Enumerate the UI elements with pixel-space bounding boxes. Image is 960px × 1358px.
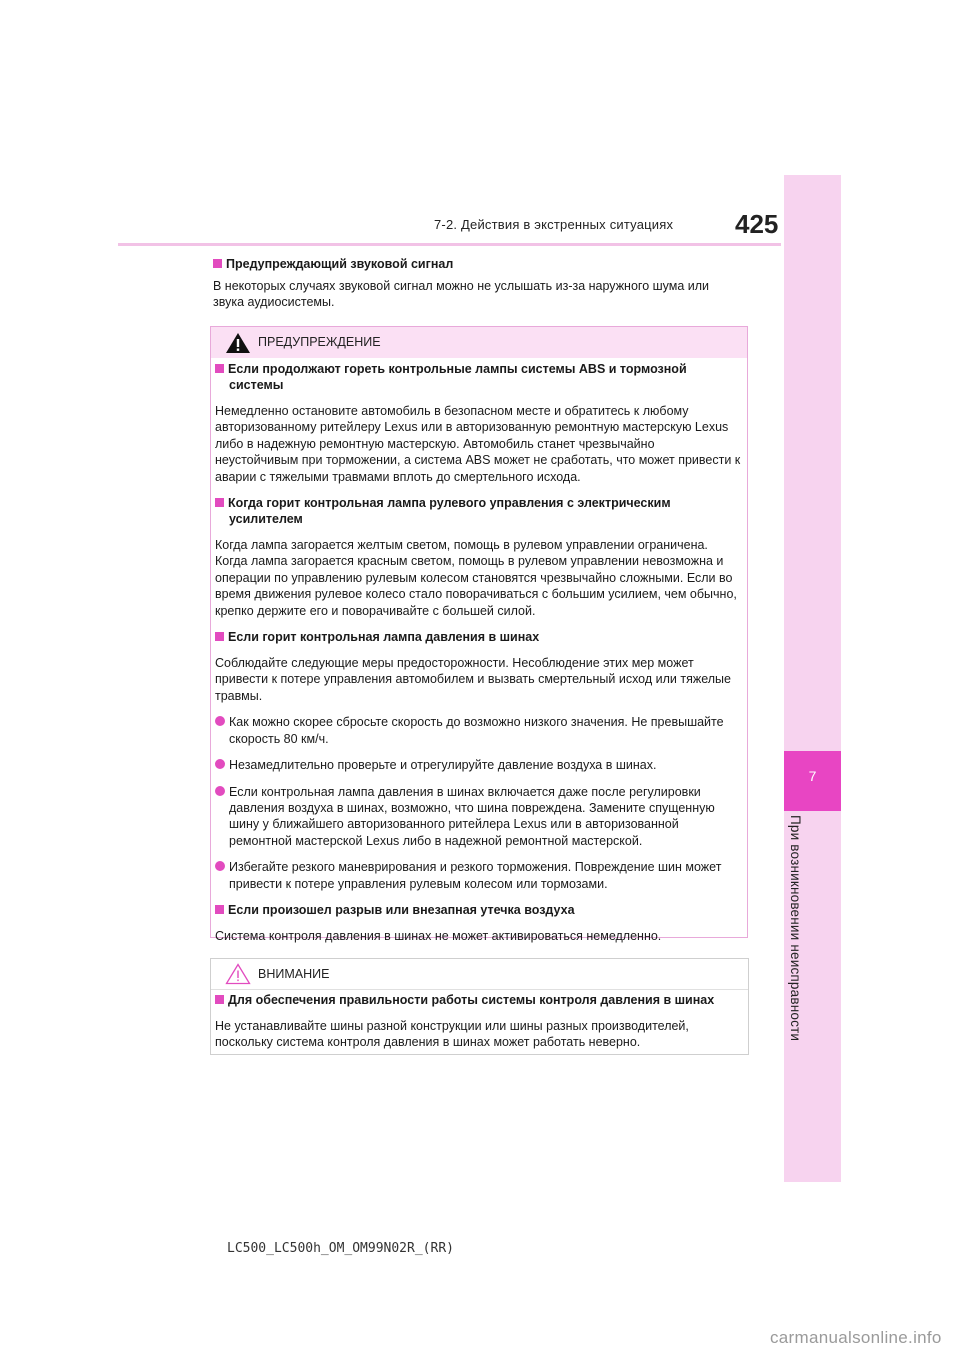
caution-text: Не устанавливайте шины разной конструкции или шины разных производителей, поскольку система контроля давления в шинах может работать неверно. xyxy=(215,1019,689,1050)
square-bullet-icon xyxy=(215,905,224,914)
square-bullet-icon xyxy=(215,632,224,641)
warning-content xyxy=(215,361,741,954)
circle-bullet-icon xyxy=(215,759,225,769)
square-bullet-icon xyxy=(215,364,224,373)
square-bullet-icon xyxy=(215,995,224,1004)
warning-paragraph: Немедленно остановите автомобиль в безопасном месте и обратитесь к любому авторизованному ритейлеру Lexus или в авторизованную ремонтную мастерскую Lexus либо в надежную ремонтную мастерскую. Автомобиль станет чрезвычайно неустойчивым при торможении, а система ABS может не сработать, что может привести к аварии с тяжелыми травмами вплоть до смертельного исхода. xyxy=(215,404,741,484)
warning-header xyxy=(211,327,747,358)
section-title: 7-2. Действия в экстренных ситуациях xyxy=(434,217,674,232)
warning-bullet-text: Если контрольная лампа давления в шинах включается даже после регулировки давления воздуха в шинах, возможно, что шина повреждена. Замените спущенную шину у ближайшего авторизованного ритейлера Lexus или в авторизованной ремонтной мастерской Lexus либо в надежной ремонтной мастерской. xyxy=(229,784,715,848)
warning-subheading-text: Если горит контрольная лампа давления в шинах xyxy=(228,630,540,645)
warning-subheading xyxy=(215,495,741,527)
caution-heading xyxy=(215,992,741,1008)
page-number: 425 xyxy=(735,209,779,239)
warning-bullet-item xyxy=(215,859,741,892)
warning-subheading xyxy=(215,629,741,645)
square-bullet-icon xyxy=(213,259,222,268)
intro-text: В некоторых случаях звуковой сигнал можно не услышать из-за наружного шума или звука аудиосистемы. xyxy=(213,279,710,310)
chapter-title: При возникновении неисправности xyxy=(788,815,803,1042)
square-bullet-icon xyxy=(215,498,224,507)
chapter-number: 7 xyxy=(808,768,817,784)
warning-paragraph: Когда лампа загорается желтым светом, помощь в рулевом управлении ограничена. Когда лампа загорается красным светом, помощь в рулевом управлении невозможна и операции по управлению рулевым колесом становятся чрезвычайно сложными. Если во время движения рулевое колесо стало поворачиваться с большим усилием, чем обычно, крепко держите его и поворачивайте с большей силой. xyxy=(215,538,737,618)
caution-title: ВНИМАНИЕ xyxy=(258,967,330,981)
warning-bullet-text: Незамедлительно проверьте и отрегулируйте давление воздуха в шинах. xyxy=(229,758,657,773)
intro-heading xyxy=(213,256,453,272)
warning-paragraph: Соблюдайте следующие меры предосторожности. Несоблюдение этих мер может привести к потере управления автомобилем и вызвать смертельный исход или тяжелые травмы. xyxy=(215,656,731,703)
warning-title: ПРЕДУПРЕЖДЕНИЕ xyxy=(258,335,381,349)
warning-bullet-item xyxy=(215,757,741,773)
circle-bullet-icon xyxy=(215,786,225,796)
watermark: carmanualsonline.info xyxy=(770,1328,942,1347)
warning-subheading xyxy=(215,361,741,393)
warning-subheading-text: Когда горит контрольная лампа рулевого управления с электрическим усилителем xyxy=(228,496,671,527)
warning-bullet-text: Избегайте резкого маневрирования и резкого торможения. Повреждение шин может привести к потере управления рулевым колесом или тормозами. xyxy=(229,860,722,891)
caution-triangle-icon xyxy=(225,963,251,985)
warning-bullet-item xyxy=(215,784,741,850)
circle-bullet-icon xyxy=(215,861,225,871)
warning-subheading-text: Если продолжают гореть контрольные лампы системы ABS и тормозной системы xyxy=(228,362,687,392)
caution-header xyxy=(211,959,748,990)
warning-subheading-text: Если произошел разрыв или внезапная утечка воздуха xyxy=(228,902,575,917)
warning-bullet-item xyxy=(215,714,741,747)
caution-heading-text: Для обеспечения правильности работы системы контроля давления в шинах xyxy=(228,993,715,1007)
header-divider xyxy=(118,243,781,246)
circle-bullet-icon xyxy=(215,716,225,726)
warning-paragraph: Система контроля давления в шинах не может активироваться немедленно. xyxy=(215,928,662,943)
document-code: LC500_LC500h_OM_OM99N02R_(RR) xyxy=(227,1241,454,1256)
warning-triangle-icon xyxy=(225,332,251,354)
warning-subheading xyxy=(215,902,741,918)
warning-bullet-text: Как можно скорее сбросьте скорость до возможно низкого значения. Не превышайте скорость 80 км/ч. xyxy=(229,715,724,746)
caution-content xyxy=(215,992,741,1051)
intro-heading-text: Предупреждающий звуковой сигнал xyxy=(226,257,454,271)
